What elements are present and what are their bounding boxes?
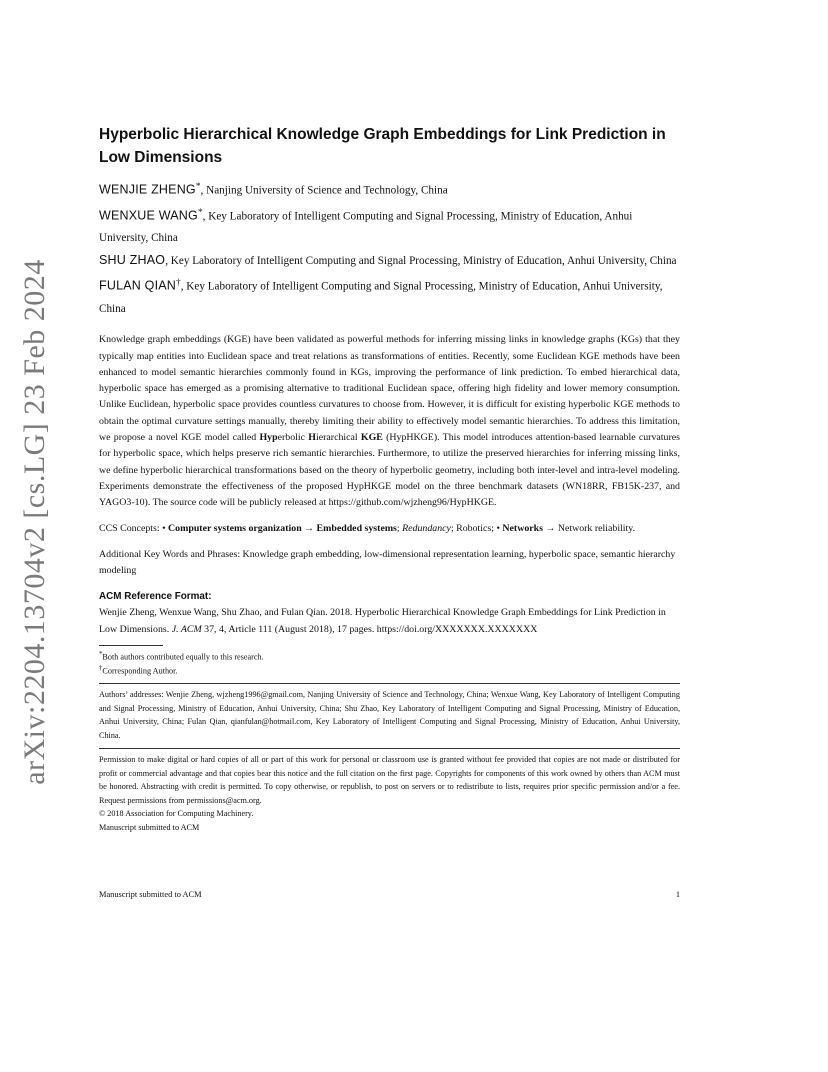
author-entry (99, 272, 680, 320)
author-name: WENJIE ZHENG (99, 182, 196, 197)
permission-notice: Permission to make digital or hard copies of all or part of this work for personal or classroom use is granted without fee provided that copies are not made or distributed for profit or commercial advantage and that copies bear this notice and the full citation on the first page. Copyrights for components of this work owned by others than ACM must be honored. Abstracting with credit is permitted. To copy otherwise, or republish, to post on servers or to redistribute to lists, requires prior specific permission and/or a fee. Request permissions from permissions@acm.org. (99, 755, 680, 805)
ccs-text: CCS Concepts: • (99, 523, 169, 535)
footnote-mark: † (99, 665, 103, 673)
copyright-notice: © 2018 Association for Computing Machinery. (99, 809, 254, 819)
ccs-text: → (301, 523, 317, 535)
ccs-text: ; (396, 523, 403, 535)
abstract-text: Knowledge graph embeddings (KGE) have been validated as powerful methods for inferring missing links in knowledge graphs (KGs) that they typically map entities into Euclidean space and treat relations as transformations of entities. Recently, some Euclidean KGE methods have been enhanced to model semantic hierarchies commonly found in KGs, improving the performance of link prediction. To embed hierarchical data, hyperbolic space has emerged as a promising alternative to traditional Euclidean space, offering high fidelity and lower memory consumption. Unlike Euclidean, hyperbolic space provides countless curvatures to choose from. However, it is difficult for existing hyperbolic KGE methods to obtain the optimal curvature settings manually, thereby limiting their ability to effectively model semantic hierarchies. To address this limitation, we propose a novel KGE model called (99, 334, 680, 443)
author-entry (99, 249, 680, 272)
arxiv-side-stamp (6, 259, 64, 785)
divider-line (99, 748, 680, 749)
author-name: SHU ZHAO (99, 253, 166, 268)
model-name-bold: Hyp (259, 431, 278, 443)
ccs-text: Networks (502, 523, 543, 535)
author-affiliation: , Nanjing University of Science and Technology, China (200, 184, 448, 197)
manuscript-notice: Manuscript submitted to ACM (99, 822, 200, 832)
author-name: WENXUE WANG (99, 208, 198, 223)
ccs-text: Embedded systems (316, 523, 397, 535)
author-affiliation: , Key Laboratory of Intelligent Computing and Signal Processing, Ministry of Education, Anhui University, China (99, 281, 663, 316)
author-mark: † (176, 278, 181, 289)
reference-text: 37, 4, Article 111 (August 2018), 17 pages. https://doi.org/XXXXXXX.XXXXXXX (201, 623, 538, 635)
authors-addresses: Authors’ addresses: Wenjie Zheng, wjzheng1996@gmail.com, Nanjing University of Science and Technology, China; Wenxue Wang, Key Laboratory of Intelligent Computing and Signal Processing, Ministry of Education, Anhui University, China; Shu Zhao, Key Laboratory of Intelligent Computing and Signal Processing, Ministry of Education, Anhui University, China; Fulan Qian, qianfulan@hotmail.com, Key Laboratory of Intelligent Computing and Signal Processing, Ministry of Education, Anhui University, China. (99, 690, 680, 740)
abstract-text: ierarchical (315, 431, 361, 443)
footnote-text: Corresponding Author. (102, 666, 178, 676)
footnote-text: Both authors contributed equally to this research. (102, 652, 264, 662)
model-name-bold: H (308, 431, 316, 443)
paper-title: Hyperbolic Hierarchical Knowledge Graph Embeddings for Link Prediction in Low Dimensions (99, 126, 666, 166)
author-list (99, 176, 680, 320)
reference-journal: J. ACM (171, 623, 202, 635)
abstract-text: (HypHKGE). This model introduces attention-based learnable curvatures for hyperbolic space, which helps preserve rich semantic hierarchies. Furthermore, to utilize the preserved hierarchies for inferring missing links, we define hyperbolic hierarchical transformations based on the theory of hyperbolic geometry, including both inter-level and intra-level modeling. Experiments demonstrate the effectiveness of the proposed HypHKGE model on the three benchmark datasets (WN18RR, FB15K-237, and YAGO3-10). The source code will be publicly released at https://github.com/wjzheng96/HypHKGE. (99, 431, 680, 509)
reference-format (99, 605, 680, 638)
page-footer (99, 890, 680, 899)
reference-heading: ACM Reference Format: (99, 591, 212, 603)
author-affiliation: , Key Laboratory of Intelligent Computing and Signal Processing, Ministry of Education, Anhui University, China (165, 255, 677, 268)
ccs-text: Redundancy (402, 523, 451, 535)
author-mark: * (195, 182, 201, 192)
abstract-text: erbolic (277, 431, 309, 443)
ccs-concepts (99, 521, 680, 537)
author-name: FULAN QIAN (99, 279, 177, 294)
divider-line (99, 683, 680, 684)
abstract (99, 332, 680, 511)
paper-page (99, 123, 680, 834)
author-affiliation: , Key Laboratory of Intelligent Computing and Signal Processing, Ministry of Education, Anhui University, China (99, 210, 633, 245)
footnote-mark: * (99, 650, 103, 658)
ccs-text: ; Robotics; • (450, 523, 503, 535)
author-entry (99, 176, 680, 202)
model-name-bold: KGE (360, 431, 383, 443)
keywords: Additional Key Words and Phrases: Knowledge graph embedding, low-dimensional representation learning, hyperbolic space, semantic hierarchy modeling (99, 548, 676, 577)
footer-left-text: Manuscript submitted to ACM (99, 890, 202, 899)
arxiv-id-text: arXiv:2204.13704v2 [cs.LG] 23 Feb 2024 (18, 259, 52, 785)
ccs-text: Computer systems organization (168, 523, 302, 535)
footnote-equal-contribution (99, 649, 680, 663)
reference-text: Wenjie Zheng, Wenxue Wang, Shu Zhao, and Fulan Qian. 2018. Hyperbolic Hierarchical Knowledge Graph Embeddings for Link Prediction in Low Dimensions. (99, 607, 666, 635)
author-entry (99, 202, 680, 250)
footnote-corresponding (99, 663, 680, 677)
footnote-divider (99, 645, 163, 646)
page-number: 1 (675, 890, 680, 899)
author-mark: * (197, 207, 203, 218)
ccs-text: → Network reliability. (543, 523, 636, 535)
